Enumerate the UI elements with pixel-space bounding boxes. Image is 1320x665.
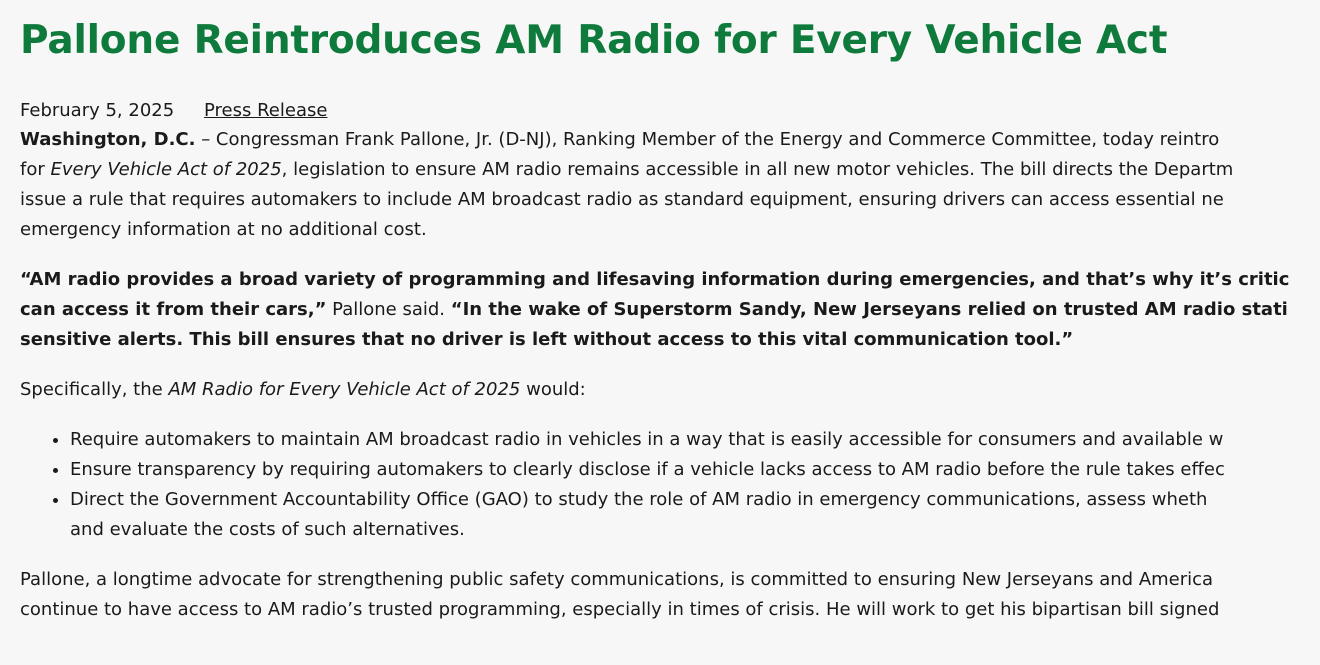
intro-line-1: Washington, D.C. – Congressman Frank Pallone, Jr. (D-NJ), Ranking Member of the Energy and Commerce Committee, today reintro — [20, 129, 1220, 150]
article-meta — [20, 97, 1320, 125]
publish-date: February 5, 2025 — [20, 100, 175, 121]
list-item: • Direct the Government Accountability Office (GAO) to study the role of AM radio in emergency communications, assess wheth and evaluate the costs of such alternatives. — [70, 485, 1320, 545]
article-title: Pallone Reintroduces AM Radio for Every Vehicle Act — [20, 18, 1168, 63]
specifically-line: Specifically, the AM Radio for Every Vehicle Act of 2025 would: — [20, 379, 586, 400]
press-release-article — [20, 0, 1320, 625]
list-item: • Require automakers to maintain AM broadcast radio in vehicles in a way that is easily accessible for consumers and available w — [70, 425, 1320, 455]
intro-line-2: for Every Vehicle Act of 2025, legislation to ensure AM radio remains accessible in all new motor vehicles. The bill directs the Departm — [20, 159, 1234, 180]
press-release-link[interactable]: Press Release — [204, 100, 328, 121]
paragraph-spacer — [20, 355, 1320, 375]
dateline: Washington, D.C. — [20, 129, 196, 150]
intro-line-3: issue a rule that requires automakers to include AM broadcast radio as standard equipment, ensuring drivers can access essential ne — [20, 189, 1224, 210]
quote-line-3: sensitive alerts. This bill ensures that no driver is left without access to this vital communication tool.” — [20, 329, 1074, 350]
paragraph-spacer — [20, 545, 1320, 565]
intro-line-4: emergency information at no additional cost. — [20, 219, 427, 240]
list-item: • Ensure transparency by requiring automakers to clearly disclose if a vehicle lacks access to AM radio before the rule takes effec — [70, 455, 1320, 485]
paragraph-spacer — [20, 405, 1320, 425]
quote-line-2: can access it from their cars,” Pallone said. “In the wake of Superstorm Sandy, New Jerseyans relied on trusted AM radio stati — [20, 299, 1288, 320]
closing-line-2: continue to have access to AM radio’s trusted programming, especially in times of crisis. He will work to get his bipartisan bill signed — [20, 599, 1220, 620]
paragraph-spacer — [20, 245, 1320, 265]
closing-line-1: Pallone, a longtime advocate for strengthening public safety communications, is committed to ensuring New Jerseyans and America — [20, 569, 1214, 590]
quote-line-1: “AM radio provides a broad variety of programming and lifesaving information during emergencies, and that’s why it’s critic — [20, 269, 1290, 290]
bill-name: Every Vehicle Act of 2025 — [50, 159, 282, 180]
provisions-list — [20, 425, 1320, 545]
